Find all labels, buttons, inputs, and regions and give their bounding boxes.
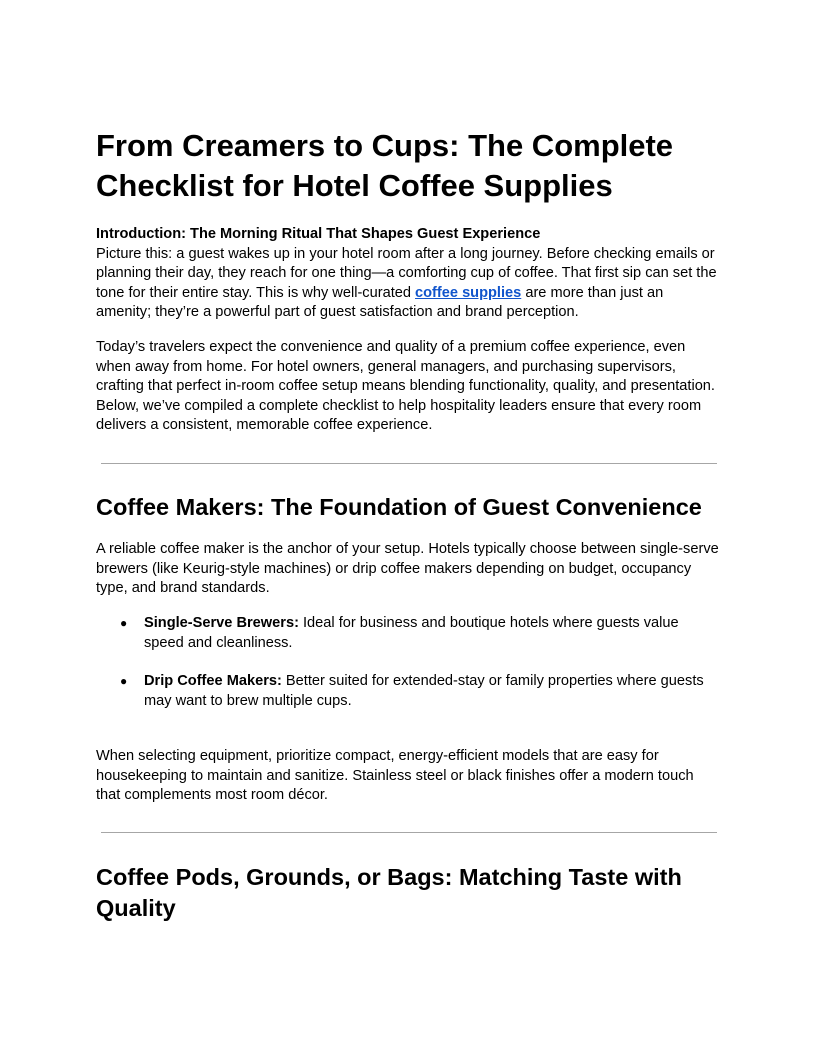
intro-paragraph-2: Today’s travelers expect the convenience and quality of a premium coffee experience, even when away from home. For hotel owners, general managers, and purchasing supervisors, crafting that perfect in-room coffee setup means blending functionality, quality, and presentation. Below, we’ve compiled a complete checklist to help hospitality leaders ensure that every room delivers a consistent, memorable coffee experience. [96,339,715,433]
coffee-makers-closing-paragraph: When selecting equipment, prioritize compact, energy-efficient models that are easy for housekeeping to maintain and sanitize. Stainless steel or black finishes offer a modern touch that complements most room décor. [96,748,694,803]
document-title: From Creamers to Cups: The Complete Checklist for Hotel Coffee Supplies [96,128,674,203]
list-item-description: Better suited for extended-stay or family properties where guests may want to brew multiple cups. [144,673,704,709]
intro-heading: Introduction: The Morning Ritual That Shapes Guest Experience [96,226,541,242]
section-divider [101,832,717,833]
coffee-supplies-link[interactable]: coffee supplies [415,284,522,301]
list-item-description: Ideal for business and boutique hotels where guests value speed and cleanliness. [144,615,679,651]
list-item-label: Single-Serve Brewers: [144,615,299,631]
bullet-icon: ● [120,674,128,688]
coffee-makers-paragraph: A reliable coffee maker is the anchor of your setup. Hotels typically choose between single-serve brewers (like Keurig-style machines) or drip coffee makers depending on budget, occupancy type, and brand standards. [96,541,719,596]
section-divider [101,463,717,464]
intro-text-before-link: Picture this: a guest wakes up in your hotel room after a long journey. Before checking emails or planning their day, they reach for one thing—a comforting cup of coffee. That first sip can set the tone for their entire stay. This is why well-curated [96,245,717,301]
intro-paragraph [96,225,720,323]
section-heading-coffee-makers: Coffee Makers: The Foundation of Guest Convenience [96,494,702,520]
section-heading-coffee-pods: Coffee Pods, Grounds, or Bags: Matching Taste with Quality [96,864,682,921]
list-item-label: Drip Coffee Makers: [144,673,282,689]
bullet-icon: ● [120,616,128,630]
intro-text-after-link: are more than just an amenity; they’re a powerful part of guest satisfaction and brand perception. [96,284,664,320]
list-item-text [144,614,720,653]
list-item-text [144,672,720,711]
